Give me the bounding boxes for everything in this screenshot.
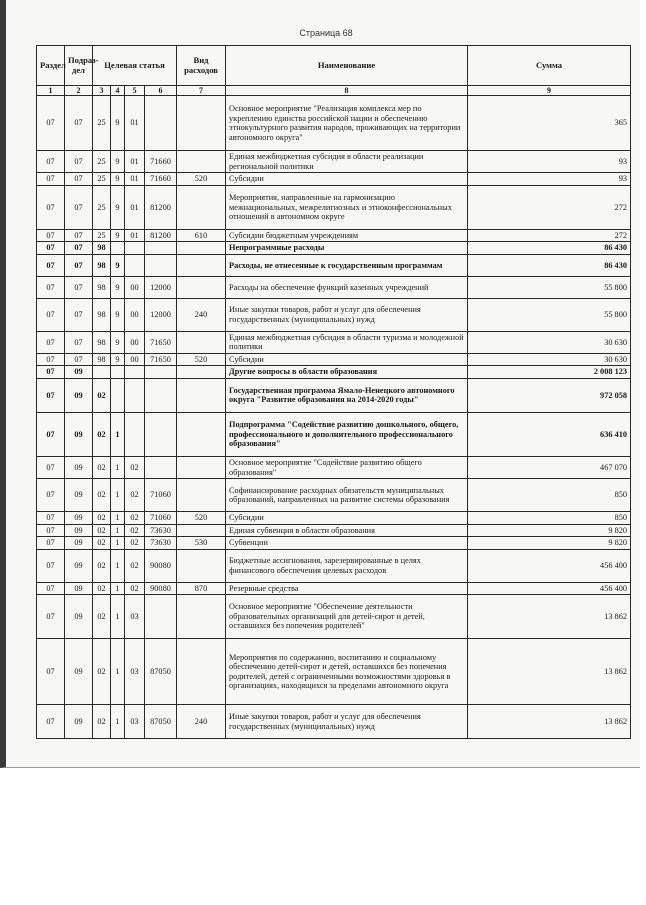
cell-razdel: 07 bbox=[37, 276, 65, 298]
table-row bbox=[37, 151, 631, 173]
cell-sum: 13 862 bbox=[468, 639, 631, 705]
cell-program: 25 bbox=[93, 185, 111, 229]
cell-razdel: 07 bbox=[37, 298, 65, 331]
cell-podrazdel: 09 bbox=[65, 705, 93, 739]
cell-podrazdel: 09 bbox=[65, 412, 93, 456]
cell-podrazdel: 07 bbox=[65, 242, 93, 255]
cell-program: 02 bbox=[93, 582, 111, 595]
cell-name: Основное мероприятие "Содействие развитию общего образования" bbox=[226, 456, 468, 478]
cell-razdel: 07 bbox=[37, 242, 65, 255]
cell-podrazdel: 09 bbox=[65, 512, 93, 525]
table-row bbox=[37, 524, 631, 537]
cell-program bbox=[93, 366, 111, 379]
cell-program: 02 bbox=[93, 412, 111, 456]
cell-event: 02 bbox=[125, 524, 145, 537]
col-number: 6 bbox=[145, 86, 177, 96]
cell-direction bbox=[145, 412, 177, 456]
cell-expense-type bbox=[177, 412, 226, 456]
cell-razdel: 07 bbox=[37, 229, 65, 242]
cell-event: 02 bbox=[125, 549, 145, 582]
cell-expense-type bbox=[177, 456, 226, 478]
cell-expense-type bbox=[177, 331, 226, 353]
cell-name: Единая межбюджетная субсидия в области реализации региональной политики bbox=[226, 151, 468, 173]
col-number: 7 bbox=[177, 86, 226, 96]
cell-event bbox=[125, 242, 145, 255]
table-row bbox=[37, 298, 631, 331]
cell-sum: 365 bbox=[468, 96, 631, 151]
cell-razdel: 07 bbox=[37, 512, 65, 525]
cell-program: 98 bbox=[93, 254, 111, 276]
budget-table bbox=[36, 45, 631, 739]
cell-subprogram: 1 bbox=[111, 639, 125, 705]
table-row bbox=[37, 173, 631, 186]
cell-podrazdel: 09 bbox=[65, 479, 93, 512]
cell-event: 03 bbox=[125, 595, 145, 639]
cell-podrazdel: 09 bbox=[65, 456, 93, 478]
cell-subprogram: 1 bbox=[111, 705, 125, 739]
cell-sum: 93 bbox=[468, 173, 631, 186]
cell-event: 03 bbox=[125, 639, 145, 705]
cell-expense-type bbox=[177, 549, 226, 582]
cell-expense-type: 240 bbox=[177, 705, 226, 739]
table-row bbox=[37, 276, 631, 298]
cell-razdel: 07 bbox=[37, 378, 65, 412]
cell-program: 02 bbox=[93, 479, 111, 512]
cell-direction: 12000 bbox=[145, 298, 177, 331]
cell-name: Софинансирование расходных обязательств муниципальных образований, направленных на развитие системы образования bbox=[226, 479, 468, 512]
cell-program: 25 bbox=[93, 151, 111, 173]
cell-sum: 86 430 bbox=[468, 254, 631, 276]
col-vid-header: Вид расходов bbox=[177, 46, 226, 86]
cell-event: 01 bbox=[125, 96, 145, 151]
cell-razdel: 07 bbox=[37, 582, 65, 595]
cell-event: 00 bbox=[125, 331, 145, 353]
cell-podrazdel: 07 bbox=[65, 353, 93, 366]
cell-expense-type bbox=[177, 185, 226, 229]
cell-sum: 30 630 bbox=[468, 353, 631, 366]
cell-direction bbox=[145, 366, 177, 379]
cell-expense-type: 520 bbox=[177, 353, 226, 366]
cell-expense-type bbox=[177, 276, 226, 298]
cell-podrazdel: 07 bbox=[65, 254, 93, 276]
cell-direction bbox=[145, 254, 177, 276]
table-row bbox=[37, 537, 631, 550]
cell-razdel: 07 bbox=[37, 537, 65, 550]
col-number: 9 bbox=[468, 86, 631, 96]
table-row bbox=[37, 512, 631, 525]
cell-subprogram: 9 bbox=[111, 254, 125, 276]
cell-event bbox=[125, 366, 145, 379]
cell-event: 00 bbox=[125, 276, 145, 298]
cell-event: 01 bbox=[125, 229, 145, 242]
cell-event: 03 bbox=[125, 705, 145, 739]
table-row bbox=[37, 353, 631, 366]
cell-sum: 9 820 bbox=[468, 524, 631, 537]
col-number: 4 bbox=[111, 86, 125, 96]
cell-subprogram bbox=[111, 366, 125, 379]
cell-name: Мероприятия, направленные на гармонизацию межнациональных, межрелигиозных и этноконфессиональных отношений в автономном округе bbox=[226, 185, 468, 229]
cell-program: 02 bbox=[93, 549, 111, 582]
cell-event bbox=[125, 412, 145, 456]
column-number-row bbox=[37, 86, 631, 96]
cell-sum: 456 400 bbox=[468, 549, 631, 582]
cell-name: Единая межбюджетная субсидия в области туризма и молодежной политики bbox=[226, 331, 468, 353]
cell-subprogram: 1 bbox=[111, 582, 125, 595]
cell-subprogram: 1 bbox=[111, 524, 125, 537]
cell-event: 02 bbox=[125, 512, 145, 525]
cell-sum: 456 400 bbox=[468, 582, 631, 595]
table-row bbox=[37, 479, 631, 512]
cell-name: Иные закупки товаров, работ и услуг для обеспечения государственных (муниципальных) нужд bbox=[226, 298, 468, 331]
cell-expense-type: 870 bbox=[177, 582, 226, 595]
col-number: 2 bbox=[65, 86, 93, 96]
cell-razdel: 07 bbox=[37, 173, 65, 186]
cell-razdel: 07 bbox=[37, 151, 65, 173]
cell-sum: 13 862 bbox=[468, 595, 631, 639]
cell-expense-type: 520 bbox=[177, 173, 226, 186]
cell-direction: 73630 bbox=[145, 537, 177, 550]
cell-razdel: 07 bbox=[37, 96, 65, 151]
cell-podrazdel: 09 bbox=[65, 549, 93, 582]
table-row bbox=[37, 331, 631, 353]
cell-program: 25 bbox=[93, 229, 111, 242]
cell-direction: 87050 bbox=[145, 639, 177, 705]
cell-subprogram: 9 bbox=[111, 353, 125, 366]
cell-name: Подпрограмма "Содействие развитию дошкольного, общего, профессионального и дополнительного профессионального образования" bbox=[226, 412, 468, 456]
col-number: 5 bbox=[125, 86, 145, 96]
col-number: 3 bbox=[93, 86, 111, 96]
header-row bbox=[37, 46, 631, 86]
cell-event: 02 bbox=[125, 456, 145, 478]
cell-subprogram: 9 bbox=[111, 173, 125, 186]
cell-podrazdel: 07 bbox=[65, 229, 93, 242]
cell-direction: 87050 bbox=[145, 705, 177, 739]
cell-sum: 850 bbox=[468, 479, 631, 512]
cell-name: Расходы, не отнесенные к государственным программам bbox=[226, 254, 468, 276]
cell-razdel: 07 bbox=[37, 705, 65, 739]
cell-event bbox=[125, 378, 145, 412]
cell-program: 02 bbox=[93, 639, 111, 705]
cell-program: 98 bbox=[93, 331, 111, 353]
cell-razdel: 07 bbox=[37, 366, 65, 379]
cell-razdel: 07 bbox=[37, 353, 65, 366]
cell-name: Субсидии bbox=[226, 512, 468, 525]
cell-name: Другие вопросы в области образования bbox=[226, 366, 468, 379]
cell-event: 01 bbox=[125, 173, 145, 186]
cell-razdel: 07 bbox=[37, 254, 65, 276]
cell-podrazdel: 07 bbox=[65, 298, 93, 331]
cell-direction: 71660 bbox=[145, 173, 177, 186]
cell-razdel: 07 bbox=[37, 595, 65, 639]
table-row bbox=[37, 185, 631, 229]
cell-name: Непрограммные расходы bbox=[226, 242, 468, 255]
cell-subprogram bbox=[111, 242, 125, 255]
cell-expense-type: 530 bbox=[177, 537, 226, 550]
cell-program: 02 bbox=[93, 512, 111, 525]
cell-podrazdel: 07 bbox=[65, 331, 93, 353]
col-sum-header: Сумма bbox=[468, 46, 631, 86]
cell-event: 00 bbox=[125, 353, 145, 366]
cell-podrazdel: 09 bbox=[65, 366, 93, 379]
cell-name: Иные закупки товаров, работ и услуг для обеспечения государственных (муниципальных) нужд bbox=[226, 705, 468, 739]
cell-subprogram: 9 bbox=[111, 331, 125, 353]
cell-subprogram: 1 bbox=[111, 479, 125, 512]
table-row bbox=[37, 242, 631, 255]
cell-event: 02 bbox=[125, 537, 145, 550]
cell-subprogram bbox=[111, 378, 125, 412]
cell-subprogram: 1 bbox=[111, 595, 125, 639]
table-row bbox=[37, 229, 631, 242]
cell-name: Резервные средства bbox=[226, 582, 468, 595]
cell-subprogram: 1 bbox=[111, 537, 125, 550]
cell-program: 98 bbox=[93, 276, 111, 298]
cell-razdel: 07 bbox=[37, 185, 65, 229]
cell-name: Расходы на обеспечение функций казенных учреждений bbox=[226, 276, 468, 298]
cell-podrazdel: 09 bbox=[65, 582, 93, 595]
cell-subprogram: 9 bbox=[111, 96, 125, 151]
cell-direction: 73630 bbox=[145, 524, 177, 537]
cell-subprogram: 9 bbox=[111, 229, 125, 242]
cell-podrazdel: 09 bbox=[65, 537, 93, 550]
col-number: 8 bbox=[226, 86, 468, 96]
cell-subprogram: 9 bbox=[111, 298, 125, 331]
cell-name: Основное мероприятие "Реализация комплекса мер по укреплению единства российской нации и обеспечению этнокультурного развития народов, проживающих на территории автономного округа" bbox=[226, 96, 468, 151]
table-row bbox=[37, 366, 631, 379]
budget-rows bbox=[37, 96, 631, 739]
cell-podrazdel: 09 bbox=[65, 378, 93, 412]
cell-podrazdel: 09 bbox=[65, 595, 93, 639]
cell-sum: 13 862 bbox=[468, 705, 631, 739]
cell-sum: 636 410 bbox=[468, 412, 631, 456]
cell-expense-type: 610 bbox=[177, 229, 226, 242]
cell-podrazdel: 07 bbox=[65, 185, 93, 229]
cell-direction: 71650 bbox=[145, 353, 177, 366]
cell-expense-type bbox=[177, 96, 226, 151]
cell-subprogram: 1 bbox=[111, 456, 125, 478]
cell-name: Субсидии bbox=[226, 173, 468, 186]
cell-expense-type bbox=[177, 254, 226, 276]
cell-event: 02 bbox=[125, 582, 145, 595]
cell-name: Основное мероприятие "Обеспечение деятельности образовательных организаций для детей-сирот и детей, оставшихся без попечения родителей" bbox=[226, 595, 468, 639]
cell-expense-type bbox=[177, 151, 226, 173]
blank-margin bbox=[0, 768, 640, 905]
cell-direction: 81200 bbox=[145, 185, 177, 229]
cell-expense-type bbox=[177, 524, 226, 537]
cell-event: 02 bbox=[125, 479, 145, 512]
table-row bbox=[37, 412, 631, 456]
table-row bbox=[37, 96, 631, 151]
cell-podrazdel: 07 bbox=[65, 276, 93, 298]
page-label: Страница 68 bbox=[299, 28, 353, 38]
cell-program: 02 bbox=[93, 705, 111, 739]
col-podrazdel-header: Подраз-дел bbox=[65, 46, 93, 86]
cell-program: 98 bbox=[93, 242, 111, 255]
cell-direction: 12000 bbox=[145, 276, 177, 298]
cell-name: Субвенции bbox=[226, 537, 468, 550]
table-row bbox=[37, 582, 631, 595]
cell-program: 98 bbox=[93, 298, 111, 331]
cell-expense-type bbox=[177, 378, 226, 412]
cell-sum: 272 bbox=[468, 229, 631, 242]
cell-sum: 272 bbox=[468, 185, 631, 229]
cell-direction bbox=[145, 456, 177, 478]
table-row bbox=[37, 705, 631, 739]
cell-direction: 90080 bbox=[145, 582, 177, 595]
cell-podrazdel: 09 bbox=[65, 639, 93, 705]
table-row bbox=[37, 549, 631, 582]
cell-direction: 71660 bbox=[145, 151, 177, 173]
cell-subprogram: 1 bbox=[111, 512, 125, 525]
cell-direction bbox=[145, 242, 177, 255]
cell-podrazdel: 07 bbox=[65, 151, 93, 173]
cell-program: 02 bbox=[93, 537, 111, 550]
cell-expense-type bbox=[177, 639, 226, 705]
cell-expense-type bbox=[177, 366, 226, 379]
cell-event: 01 bbox=[125, 185, 145, 229]
cell-program: 02 bbox=[93, 378, 111, 412]
cell-subprogram: 1 bbox=[111, 549, 125, 582]
cell-razdel: 07 bbox=[37, 331, 65, 353]
cell-subprogram: 9 bbox=[111, 151, 125, 173]
cell-razdel: 07 bbox=[37, 639, 65, 705]
cell-name: Государственная программа Ямало-Ненецкого автономного округа "Развитие образования на 2014-2020 годы" bbox=[226, 378, 468, 412]
cell-subprogram: 9 bbox=[111, 276, 125, 298]
cell-podrazdel: 07 bbox=[65, 96, 93, 151]
cell-event: 00 bbox=[125, 298, 145, 331]
cell-sum: 2 008 123 bbox=[468, 366, 631, 379]
cell-direction: 71060 bbox=[145, 479, 177, 512]
table-row bbox=[37, 639, 631, 705]
col-celevaya-header: Целевая статья bbox=[93, 46, 177, 86]
col-name-header: Наименование bbox=[226, 46, 468, 86]
cell-expense-type: 240 bbox=[177, 298, 226, 331]
cell-name: Мероприятия по содержанию, воспитанию и социальному обеспечению детей-сирот и детей, оставшихся без попечения родителей, детей с ограниченными возможностями здоровья в организациях, находящихся за пределами автономного округа bbox=[226, 639, 468, 705]
cell-razdel: 07 bbox=[37, 479, 65, 512]
cell-name: Единая субвенция в области образования bbox=[226, 524, 468, 537]
cell-direction bbox=[145, 378, 177, 412]
cell-sum: 55 800 bbox=[468, 298, 631, 331]
cell-program: 02 bbox=[93, 524, 111, 537]
cell-program: 02 bbox=[93, 595, 111, 639]
cell-name: Субсидии bbox=[226, 353, 468, 366]
cell-sum: 972 058 bbox=[468, 378, 631, 412]
cell-subprogram: 1 bbox=[111, 412, 125, 456]
cell-razdel: 07 bbox=[37, 549, 65, 582]
cell-razdel: 07 bbox=[37, 412, 65, 456]
cell-sum: 467 070 bbox=[468, 456, 631, 478]
cell-direction bbox=[145, 595, 177, 639]
cell-sum: 86 430 bbox=[468, 242, 631, 255]
cell-expense-type bbox=[177, 595, 226, 639]
cell-expense-type bbox=[177, 479, 226, 512]
cell-sum: 93 bbox=[468, 151, 631, 173]
col-razdel-header: Раздел bbox=[37, 46, 65, 86]
table-row bbox=[37, 378, 631, 412]
cell-direction: 71650 bbox=[145, 331, 177, 353]
cell-event bbox=[125, 254, 145, 276]
cell-expense-type: 520 bbox=[177, 512, 226, 525]
cell-program: 02 bbox=[93, 456, 111, 478]
cell-razdel: 07 bbox=[37, 524, 65, 537]
cell-direction: 90080 bbox=[145, 549, 177, 582]
cell-direction: 81200 bbox=[145, 229, 177, 242]
cell-podrazdel: 07 bbox=[65, 173, 93, 186]
cell-event: 01 bbox=[125, 151, 145, 173]
table-row bbox=[37, 595, 631, 639]
cell-name: Бюджетные ассигнования, зарезервированные в целях финансового обеспечения целевых расходов bbox=[226, 549, 468, 582]
cell-direction bbox=[145, 96, 177, 151]
cell-program: 25 bbox=[93, 173, 111, 186]
cell-subprogram: 9 bbox=[111, 185, 125, 229]
cell-name: Субсидии бюджетным учреждениям bbox=[226, 229, 468, 242]
cell-sum: 850 bbox=[468, 512, 631, 525]
cell-expense-type bbox=[177, 242, 226, 255]
cell-sum: 30 630 bbox=[468, 331, 631, 353]
col-number: 1 bbox=[37, 86, 65, 96]
cell-program: 98 bbox=[93, 353, 111, 366]
cell-program: 25 bbox=[93, 96, 111, 151]
cell-podrazdel: 09 bbox=[65, 524, 93, 537]
table-row bbox=[37, 254, 631, 276]
cell-sum: 9 820 bbox=[468, 537, 631, 550]
cell-sum: 55 800 bbox=[468, 276, 631, 298]
cell-razdel: 07 bbox=[37, 456, 65, 478]
cell-direction: 71060 bbox=[145, 512, 177, 525]
table-row bbox=[37, 456, 631, 478]
